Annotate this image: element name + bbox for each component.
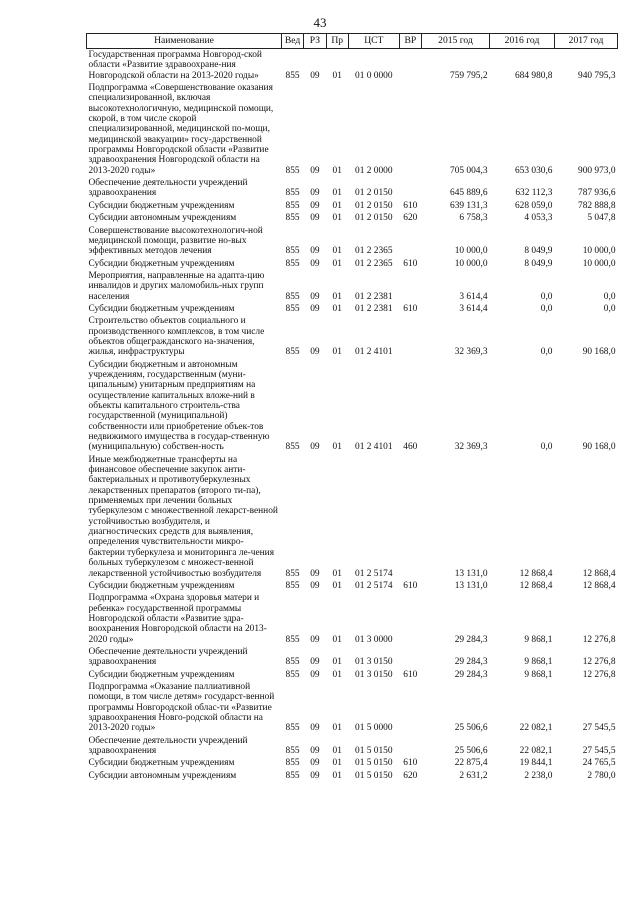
row-cst: 01 2 2365 (355, 246, 393, 257)
row-2016: 8 049,9 (524, 258, 553, 269)
row-2015: 10 000,0 (454, 258, 488, 269)
row-vr: 620 (403, 213, 418, 224)
row-cst: 01 2 0150 (355, 213, 393, 224)
row-ved: 855 (285, 442, 300, 453)
row-2016: 9 868,1 (524, 634, 553, 645)
row-2017: 0,0 (603, 291, 616, 302)
table-row (87, 681, 618, 735)
row-ved: 855 (285, 70, 300, 81)
row-2015: 2 631,2 (459, 770, 488, 781)
row-2017: 10 000,0 (582, 246, 616, 257)
row-2015: 29 284,3 (454, 657, 488, 668)
row-ved: 855 (285, 213, 300, 224)
row-2017: 90 168,0 (582, 442, 616, 453)
row-2015: 29 284,3 (454, 634, 488, 645)
table-row (87, 757, 618, 769)
row-name: Обеспечение деятельности учреждений здравоохранения (88, 646, 248, 668)
table-row (87, 669, 618, 681)
row-name: Субсидии бюджетным и автономным учреждениям, государственным (муни-ципальным) унитарным предприятиям на осуществление капитальных вложе-ний в объекты капитального строитель-ства государственной (муниципальной) собственности или приобретение объек-тов недвижимого имущества в государ-ственную (муниципальную) собствен-ность (88, 359, 270, 453)
row-vr (399, 270, 421, 303)
header-2017: 2017 год (554, 34, 617, 49)
row-ved: 855 (285, 165, 300, 176)
row-cst: 01 5 0000 (355, 723, 393, 734)
row-rz: 09 (310, 246, 320, 257)
row-ved: 855 (285, 580, 300, 591)
row-cst: 01 0 0000 (355, 70, 393, 81)
row-vr (399, 49, 421, 83)
row-pr: 01 (332, 758, 342, 769)
row-2015: 645 889,6 (450, 188, 488, 199)
row-name: Субсидии бюджетным учреждениям (88, 580, 235, 591)
row-2015: 13 131,0 (454, 568, 488, 579)
row-pr: 01 (332, 669, 342, 680)
row-ved: 855 (285, 347, 300, 358)
row-rz: 09 (310, 213, 320, 224)
row-rz: 09 (310, 188, 320, 199)
table-row (87, 303, 618, 315)
row-2016: 684 980,8 (514, 70, 553, 81)
budget-table (86, 33, 618, 782)
row-2015: 32 369,3 (454, 442, 488, 453)
row-pr: 01 (332, 258, 342, 269)
row-ved: 855 (285, 669, 300, 680)
row-2017: 782 888,8 (578, 200, 616, 211)
row-cst: 01 2 4101 (355, 442, 393, 453)
row-ved: 855 (285, 758, 300, 769)
row-rz: 09 (310, 200, 320, 211)
table-row (87, 646, 618, 669)
row-rz: 09 (310, 291, 320, 302)
row-rz: 09 (310, 657, 320, 668)
table-row (87, 49, 618, 83)
row-cst: 01 2 2381 (355, 303, 393, 314)
row-rz: 09 (310, 723, 320, 734)
row-ved: 855 (285, 246, 300, 257)
row-vr (399, 315, 421, 358)
row-rz: 09 (310, 634, 320, 645)
row-cst: 01 5 0150 (355, 770, 393, 781)
table-row (87, 454, 618, 580)
row-ved: 855 (285, 200, 300, 211)
row-pr: 01 (332, 657, 342, 668)
row-2017: 27 545,5 (582, 746, 616, 756)
row-pr: 01 (332, 165, 342, 176)
row-2015: 10 000,0 (454, 246, 488, 257)
row-rz: 09 (310, 165, 320, 176)
header-vr: ВР (399, 34, 421, 49)
table-row (87, 212, 618, 224)
row-ved: 855 (285, 657, 300, 668)
row-2016: 8 049,9 (524, 246, 553, 257)
row-2017: 787 936,6 (578, 188, 616, 199)
row-2016: 4 053,3 (524, 213, 553, 224)
row-2015: 759 795,2 (450, 70, 488, 81)
row-2017: 12 868,4 (582, 580, 616, 591)
row-2017: 10 000,0 (582, 258, 616, 269)
row-2017: 0,0 (603, 303, 616, 314)
row-vr (399, 646, 421, 669)
row-pr: 01 (332, 291, 342, 302)
row-2016: 0,0 (540, 442, 553, 453)
row-2016: 12 868,4 (519, 580, 553, 591)
row-2016: 9 868,1 (524, 669, 553, 680)
row-pr: 01 (332, 723, 342, 734)
row-vr (399, 681, 421, 735)
row-cst: 01 2 5174 (355, 580, 393, 591)
row-rz: 09 (310, 580, 320, 591)
row-rz: 09 (310, 746, 320, 756)
row-2016: 2 238,0 (524, 770, 553, 781)
row-ved: 855 (285, 634, 300, 645)
table-row (87, 258, 618, 270)
row-name: Субсидии бюджетным учреждениям (88, 200, 235, 211)
row-ved: 855 (285, 770, 300, 781)
row-2017: 90 168,0 (582, 347, 616, 358)
header-pr: Пр (326, 34, 348, 49)
row-2016: 0,0 (540, 347, 553, 358)
row-name: Субсидии бюджетным учреждениям (88, 669, 235, 680)
row-2017: 12 276,8 (582, 657, 616, 668)
table-body (87, 49, 618, 783)
header-2016: 2016 год (490, 34, 555, 49)
page-number: 43 (313, 15, 327, 30)
row-2015: 25 506,6 (454, 746, 488, 756)
row-rz: 09 (310, 442, 320, 453)
row-rz: 09 (310, 347, 320, 358)
row-name: Обеспечение деятельности учреждений здравоохранения (88, 735, 248, 756)
row-2017: 12 276,8 (582, 634, 616, 645)
row-vr: 460 (403, 442, 418, 453)
row-2015: 639 131,3 (450, 200, 488, 211)
table-row (87, 592, 618, 646)
row-cst: 01 3 0150 (355, 657, 393, 668)
row-vr (399, 735, 421, 758)
row-name: Субсидии бюджетным учреждениям (88, 258, 235, 269)
row-ved: 855 (285, 303, 300, 314)
row-ved: 855 (285, 258, 300, 269)
row-pr: 01 (332, 442, 342, 453)
row-rz: 09 (310, 568, 320, 579)
header-rz: РЗ (304, 34, 326, 49)
row-name: Иные межбюджетные трансферты на финансовое обеспечение закупок анти-бактериальных и противотуберкулезных лекарственных препаратов (второго ти-па), применяемых при лечении больных туберкулезом с множественной лекарст-венной устойчивостью возбудителя, и диагностических средств для выявления, определения чувствительности микро-бактерии туберкулеза и мониторинга ле-чения больных туберкулезом с множест-венной лекарственной устойчивостью возбудителя (88, 454, 278, 579)
row-ved: 855 (285, 188, 300, 199)
row-vr (399, 82, 421, 177)
row-ved: 855 (285, 291, 300, 302)
row-name: Подпрограмма «Охрана здоровья матери и ребенка» государственной программы Новгородской области «Развитие здра-воохранения Новгородской области на 2013-2020 годы» (88, 593, 267, 645)
row-cst: 01 3 0150 (355, 669, 393, 680)
row-2017: 900 973,0 (578, 165, 616, 176)
row-2015: 13 131,0 (454, 580, 488, 591)
row-cst: 01 2 0150 (355, 200, 393, 211)
row-2017: 12 868,4 (582, 568, 616, 579)
header-2015: 2015 год (421, 34, 489, 49)
row-2015: 6 758,3 (459, 213, 488, 224)
table-row (87, 200, 618, 212)
row-vr: 620 (403, 770, 418, 781)
row-2015: 22 875,4 (454, 758, 488, 769)
row-2015: 705 004,3 (450, 165, 488, 176)
row-2016: 9 868,1 (524, 657, 553, 668)
row-2015: 29 284,3 (454, 669, 488, 680)
row-rz: 09 (310, 770, 320, 781)
header-name: Наименование (87, 34, 282, 49)
row-2017: 12 276,8 (582, 669, 616, 680)
row-2016: 628 059,0 (514, 200, 553, 211)
row-rz: 09 (310, 303, 320, 314)
row-name: Обеспечение деятельности учреждений здравоохранения (88, 178, 248, 199)
row-name: Субсидии автономным учреждениям (88, 213, 237, 224)
row-2017: 24 765,5 (582, 758, 616, 769)
table-row (87, 770, 618, 782)
row-pr: 01 (332, 770, 342, 781)
row-pr: 01 (332, 70, 342, 81)
row-name: Мероприятия, направленные на адапта-цию инвалидов и других маломобиль-ных групп населения (88, 270, 265, 302)
row-vr: 610 (403, 669, 418, 680)
row-pr: 01 (332, 746, 342, 756)
row-vr (399, 592, 421, 646)
row-cst: 01 2 0000 (355, 165, 393, 176)
row-pr: 01 (332, 246, 342, 257)
row-2016: 0,0 (540, 291, 553, 302)
row-2015: 32 369,3 (454, 347, 488, 358)
row-pr: 01 (332, 634, 342, 645)
row-2016: 22 082,1 (519, 746, 553, 756)
row-2016: 22 082,1 (519, 723, 553, 734)
row-pr: 01 (332, 213, 342, 224)
row-vr: 610 (403, 580, 418, 591)
row-cst: 01 3 0000 (355, 634, 393, 645)
table-row (87, 82, 618, 177)
table-row (87, 580, 618, 592)
row-2016: 653 030,6 (514, 165, 553, 176)
row-2015: 3 614,4 (459, 291, 488, 302)
table-row (87, 315, 618, 358)
table-row (87, 270, 618, 303)
row-pr: 01 (332, 303, 342, 314)
row-2016: 19 844,1 (519, 758, 553, 769)
row-cst: 01 2 0150 (355, 188, 393, 199)
row-name: Субсидии бюджетным учреждениям (88, 758, 235, 769)
row-2016: 0,0 (540, 303, 553, 314)
row-name: Субсидии бюджетным учреждениям (88, 303, 235, 314)
row-pr: 01 (332, 200, 342, 211)
row-pr: 01 (332, 347, 342, 358)
row-2016: 632 112,3 (515, 188, 553, 199)
table-row (87, 177, 618, 200)
row-name: Субсидии автономным учреждениям (88, 770, 237, 781)
row-cst: 01 2 5174 (355, 568, 393, 579)
row-cst: 01 2 4101 (355, 347, 393, 358)
row-2015: 25 506,6 (454, 723, 488, 734)
row-vr: 610 (403, 758, 418, 769)
row-vr (399, 177, 421, 200)
row-2015: 3 614,4 (459, 303, 488, 314)
table-row (87, 735, 618, 758)
row-vr (399, 225, 421, 258)
row-ved: 855 (285, 568, 300, 579)
row-rz: 09 (310, 258, 320, 269)
row-name: Совершенствование высокотехнологич-ной медицинской помощи, развитие но-вых эффективных методов лечения (88, 225, 263, 257)
header-ved: Вед (281, 34, 303, 49)
header-cst: ЦСТ (348, 34, 399, 49)
row-cst: 01 2 2381 (355, 291, 393, 302)
row-rz: 09 (310, 669, 320, 680)
row-pr: 01 (332, 580, 342, 591)
row-pr: 01 (332, 188, 342, 199)
row-vr: 610 (403, 200, 418, 211)
table-header-row (87, 34, 618, 49)
row-name: Подпрограмма «Совершенствование оказания специализированной, включая высокотехнологичную, медицинской помощи, скорой, в том числе скорой специализированной, медицинской по-мощи, медицинской эвакуации» госу-дарственной программы Новгородской области «Развитие здравоохранения Новгородской области на 2013-2020 годы» (88, 83, 274, 176)
row-name: Строительство объектов социального и производственного комплексов, в том числе объектов общегражданского на-значения, жилья, инфраструктуры (88, 316, 265, 358)
row-vr (399, 454, 421, 580)
row-rz: 09 (310, 70, 320, 81)
table-row (87, 359, 618, 454)
row-name: Государственная программа Новгород-ской области «Развитие здравоохране-ния Новгородской области на 2013-2020 годы» (88, 50, 262, 81)
row-2017: 940 795,3 (578, 70, 616, 81)
row-pr: 01 (332, 568, 342, 579)
row-2017: 5 047,8 (587, 213, 616, 224)
row-cst: 01 5 0150 (355, 746, 393, 756)
table-row (87, 225, 618, 258)
row-ved: 855 (285, 746, 300, 756)
row-cst: 01 2 2365 (355, 258, 393, 269)
row-name: Подпрограмма «Оказание паллиативной помощи, в том числе детям» государст-венной программы Новгородской облас-ти «Развитие здравоохранения Новго-родской области на 2013-2020 годы» (88, 681, 275, 734)
row-2017: 2 780,0 (587, 770, 616, 781)
row-2016: 12 868,4 (519, 568, 553, 579)
row-vr: 610 (403, 303, 418, 314)
row-ved: 855 (285, 723, 300, 734)
row-rz: 09 (310, 758, 320, 769)
row-cst: 01 5 0150 (355, 758, 393, 769)
row-2017: 27 545,5 (582, 723, 616, 734)
row-vr: 610 (403, 258, 418, 269)
